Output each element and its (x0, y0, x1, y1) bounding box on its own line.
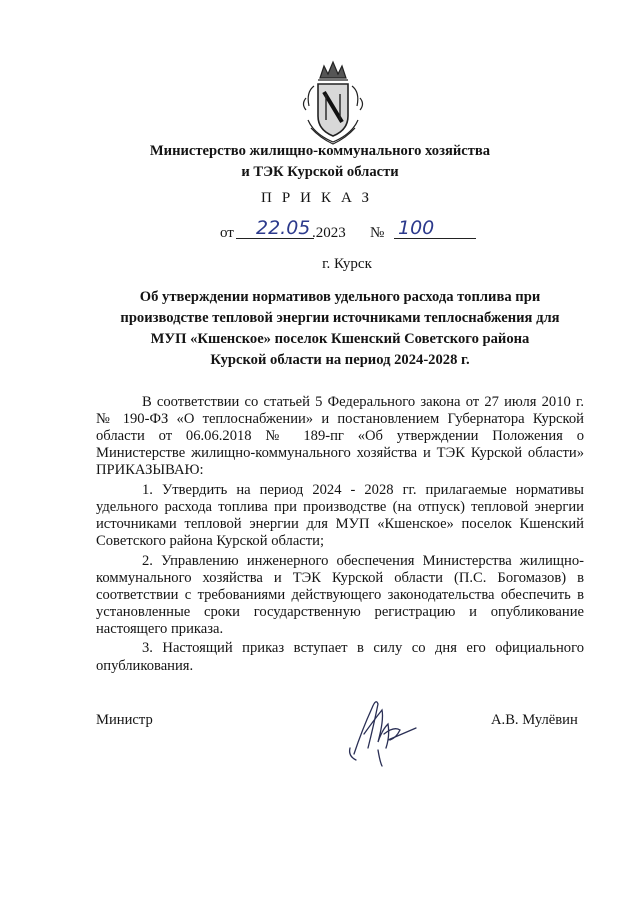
order-item-1: 1. Утвердить на период 2024 - 2028 гг. прилагаемые нормативы удельного расхода топлива при производстве (на отпуск) тепловой энергии источниками тепловой энергии для МУП «Кшенское» поселок Кшенский Советского района Курской области; (96, 481, 584, 550)
order-heading: ПРИКАЗ (261, 190, 379, 206)
order-date-number-line (220, 217, 480, 241)
order-city: г. Курск (322, 256, 372, 272)
preamble-paragraph: В соответствии со статьей 5 Федерального закона от 27 июля 2010 г. № 190-ФЗ «О теплоснабжении» и постановлением Губернатора Курской области от 06.06.2018 № 189-пг «Об утверждении Положения о Министерстве жилищно-коммунального хозяйства и ТЭК Курской области» ПРИКАЗЫВАЮ: (96, 394, 584, 479)
handwritten-date: 22.05 (256, 217, 311, 239)
order-body (96, 394, 584, 677)
order-year: .2023 (312, 225, 346, 241)
title-line-3: МУП «Кшенское» поселок Кшенский Советского района (150, 331, 530, 347)
order-item-3: 3. Настоящий приказ вступает в силу со дня его официального опубликования. (96, 640, 584, 674)
order-item-2: 2. Управлению инженерного обеспечения Министерства жилищно-коммунального хозяйства и ТЭК Курской области (П.С. Богомазов) в соответствии с требованиями действующего законодательства обеспечить в установленные сроки государственную регистрацию и опубликование настоящего приказа. (96, 552, 584, 637)
signatory-name: А.В. Мулёвин (491, 712, 578, 728)
ministry-name (0, 141, 640, 183)
coat-of-arms-icon (300, 58, 366, 146)
ministry-line-2: и ТЭК Курской области (241, 164, 399, 180)
number-sign: № (370, 225, 385, 241)
order-title (110, 287, 570, 371)
handwritten-number: 100 (398, 217, 435, 239)
date-prefix: от (220, 225, 234, 241)
title-line-1: Об утверждении нормативов удельного расхода топлива при (139, 289, 541, 305)
ministry-line-1: Министерство жилищно-коммунального хозяйства (149, 143, 491, 159)
title-line-4: Курской области на период 2024-2028 г. (210, 352, 470, 368)
signatory-position: Министр (96, 712, 153, 728)
handwritten-signature-icon (344, 690, 424, 768)
title-line-2: производстве тепловой энергии источниками теплоснабжения для (120, 310, 560, 326)
